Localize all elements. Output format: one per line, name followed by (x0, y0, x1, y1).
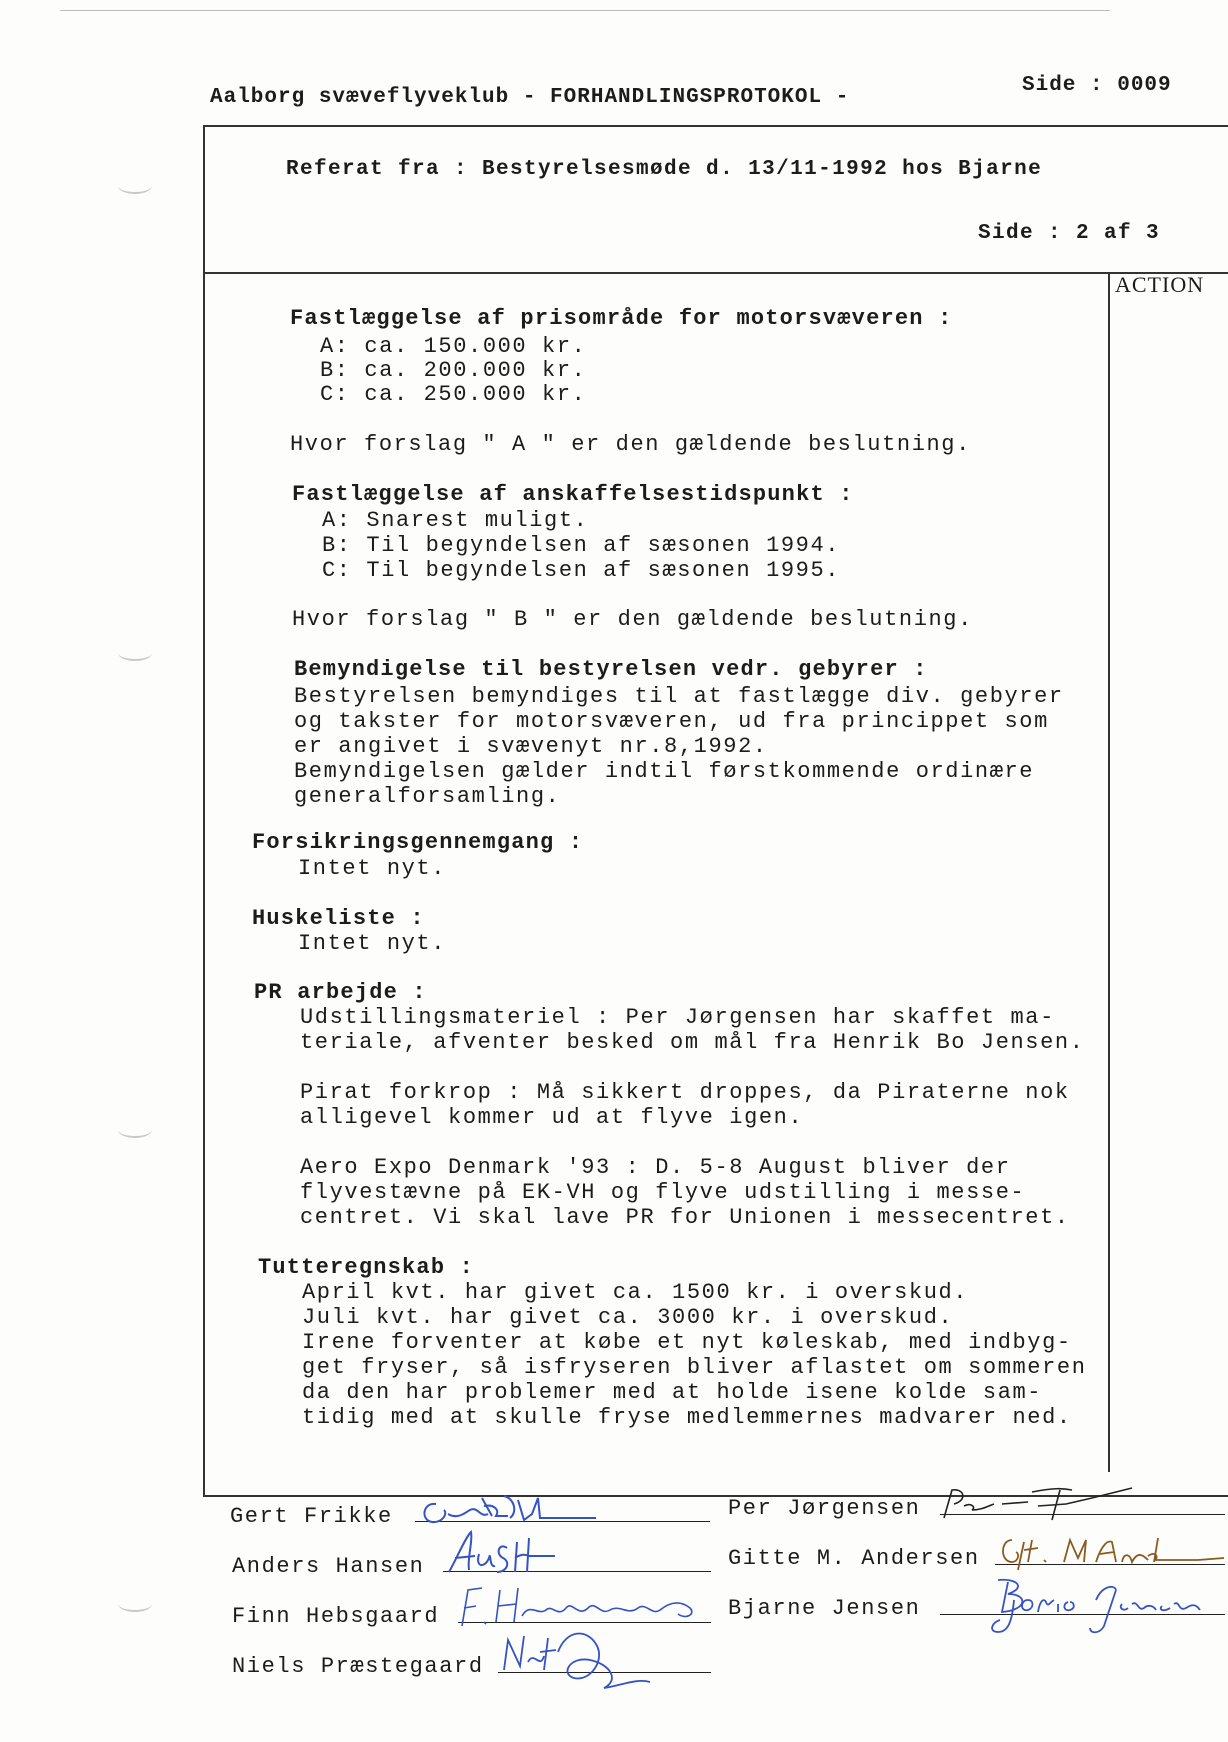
authorization-line: og takster for motorsvæveren, ud fra princippet som (294, 709, 1049, 734)
section-heading-tuck-shop: Tutteregnskab : (258, 1255, 475, 1280)
tuck-shop-line: Irene forventer at købe et nyt køleskab, med indbyg- (302, 1330, 1072, 1355)
signatory-name: Anders Hansen (232, 1554, 425, 1579)
section-heading-insurance: Forsikringsgennemgang : (252, 830, 584, 855)
authorization-line: er angivet i svævenyt nr.8,1992. (294, 734, 768, 759)
authorization-line: generalforsamling. (294, 784, 561, 809)
tuck-shop-line: tidig med at skulle fryse medlemmernes madvarer ned. (302, 1405, 1072, 1430)
price-option: B: ca. 200.000 kr. (320, 358, 587, 383)
handwritten-signature-anders (445, 1528, 595, 1583)
section-heading-timing: Fastlæggelse af anskaffelsestidspunkt : (292, 482, 854, 507)
pr-line: flyvestævne på EK-VH og flyve udstilling i messe- (300, 1180, 1026, 1205)
punch-hole-mark (118, 645, 152, 661)
signatory-name: Bjarne Jensen (728, 1596, 921, 1621)
page-top-edge (60, 10, 1110, 11)
tuck-shop-line: get fryser, så isfryseren bliver aflastet om sommeren (302, 1355, 1087, 1380)
pr-line: Udstillingsmateriel : Per Jørgensen har skaffet ma- (300, 1005, 1055, 1030)
handwritten-signature-bjarne (978, 1576, 1228, 1641)
action-column-divider (1108, 274, 1110, 1472)
pr-line: teriale, afventer besked om mål fra Henrik Bo Jensen. (300, 1030, 1085, 1055)
handwritten-signature-gitte (998, 1532, 1228, 1577)
signatory-name: Per Jørgensen (728, 1496, 921, 1521)
pr-line: alligevel kommer ud at flyve igen. (300, 1105, 804, 1130)
tuck-shop-line: April kvt. har givet ca. 1500 kr. i overskud. (302, 1280, 969, 1305)
protocol-page-number: Side : 0009 (1022, 74, 1172, 97)
timing-option: C: Til begyndelsen af sæsonen 1995. (322, 558, 841, 583)
meeting-title: Referat fra : Bestyrelsesmøde d. 13/11-1992 hos Bjarne (286, 158, 1043, 181)
punch-hole-mark (118, 1596, 152, 1612)
pr-line: Aero Expo Denmark '93 : D. 5-8 August bliver der (300, 1155, 1011, 1180)
authorization-line: Bestyrelsen bemyndiges til at fastlægge div. gebyrer (294, 684, 1064, 709)
price-decision: Hvor forslag " A " er den gældende beslutning. (290, 432, 971, 457)
timing-option: B: Til begyndelsen af sæsonen 1994. (322, 533, 841, 558)
price-option: A: ca. 150.000 kr. (320, 334, 587, 359)
tuck-shop-line: da den har problemer med at holde isene kolde sam- (302, 1380, 1043, 1405)
header-divider (203, 272, 1228, 274)
timing-decision: Hvor forslag " B " er den gældende beslutning. (292, 607, 973, 632)
timing-option: A: Snarest muligt. (322, 508, 589, 533)
meeting-page-of: Side : 2 af 3 (978, 222, 1161, 245)
insurance-text: Intet nyt. (298, 856, 447, 881)
section-heading-price: Fastlæggelse af prisområde for motorsvæveren : (290, 306, 953, 331)
pr-line: centret. Vi skal lave PR for Unionen i messecentret. (300, 1205, 1070, 1230)
tuck-shop-line: Juli kvt. har givet ca. 3000 kr. i overskud. (302, 1305, 954, 1330)
handwritten-signature-per (942, 1484, 1162, 1529)
pr-line: Pirat forkrop : Må sikkert droppes, da Piraterne nok (300, 1080, 1070, 1105)
authorization-line: Bemyndigelsen gælder indtil førstkommende ordinære (294, 759, 1035, 784)
price-option: C: ca. 250.000 kr. (320, 382, 587, 407)
signatory-name: Gert Frikke (230, 1504, 393, 1529)
section-heading-reminders: Huskeliste : (252, 906, 425, 931)
signatory-name: Gitte M. Andersen (728, 1546, 980, 1571)
section-heading-pr: PR arbejde : (254, 980, 427, 1005)
action-column-label: ACTION (1115, 272, 1205, 297)
signatory-name: Finn Hebsgaard (232, 1604, 440, 1629)
reminders-text: Intet nyt. (298, 931, 447, 956)
punch-hole-mark (118, 178, 152, 194)
signatory-name: Niels Præstegaard (232, 1654, 484, 1679)
section-heading-authorization: Bemyndigelse til bestyrelsen vedr. gebyrer : (294, 657, 928, 682)
handwritten-signature-niels (500, 1626, 670, 1701)
punch-hole-mark (118, 1122, 152, 1138)
protocol-header: Aalborg svæveflyveklub - FORHANDLINGSPROTOKOL - (210, 86, 850, 109)
